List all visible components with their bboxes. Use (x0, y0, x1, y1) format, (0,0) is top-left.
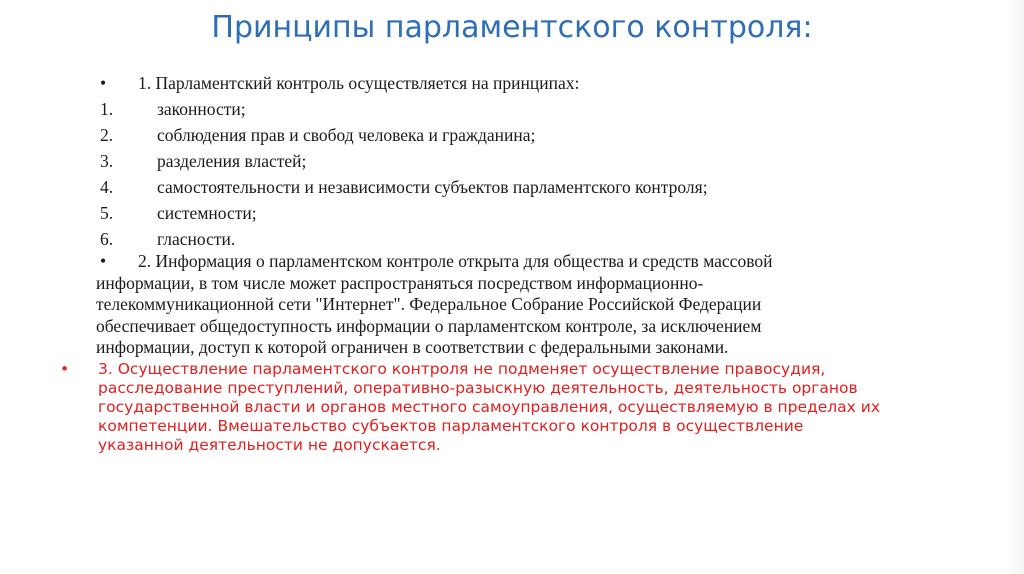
intro-text: 1. Парламентский контроль осуществляется на принципах: (138, 73, 580, 93)
bullet-marker: • (100, 251, 107, 271)
list-number: 2. (100, 125, 114, 145)
paragraph-line: компетенции. Вмешательство субъектов парламентского контроля в осуществление (98, 417, 804, 435)
list-text: законности; (157, 99, 246, 119)
paragraph-line: 2. Информация о парламентском контроле открыта для общества и средств массовой (138, 251, 773, 271)
list-text: разделения властей; (157, 151, 307, 171)
paragraph-line: информации, доступ к которой ограничен в соответствии с федеральными законами. (96, 337, 729, 357)
paragraph-line: 3. Осуществление парламентского контроля не подменяет осуществление правосудия, (98, 360, 826, 378)
list-number: 4. (100, 177, 114, 197)
list-number: 1. (100, 99, 114, 119)
slide-title: Принципы парламентского контроля: (211, 10, 813, 45)
paragraph-line: информации, в том числе может распространяться посредством информационно- (96, 272, 704, 293)
paragraph-line: государственной власти и органов местного самоуправления, осуществляемую в пределах их (98, 398, 881, 416)
list-text: гласности. (157, 229, 236, 249)
list-number: 3. (100, 151, 114, 171)
paragraph-line: расследование преступлений, оперативно-разыскную деятельность, деятельность органов (98, 379, 858, 397)
list-text: системности; (157, 203, 257, 223)
paragraph-line: обеспечивает общедоступность информации о парламентском контроле, за исключением (96, 315, 762, 336)
list-text: соблюдения прав и свобод человека и гражданина; (157, 125, 536, 145)
bullet-marker: • (60, 360, 70, 378)
list-text: самостоятельности и независимости субъектов парламентского контроля; (157, 177, 708, 197)
list-number: 5. (100, 203, 114, 223)
paragraph-line: указанной деятельности не допускается. (98, 436, 441, 454)
list-number: 6. (100, 229, 114, 249)
paragraph-line: телекоммуникационной сети "Интернет". Федеральное Собрание Российской Федерации (96, 294, 762, 314)
bullet-marker: • (100, 73, 107, 93)
